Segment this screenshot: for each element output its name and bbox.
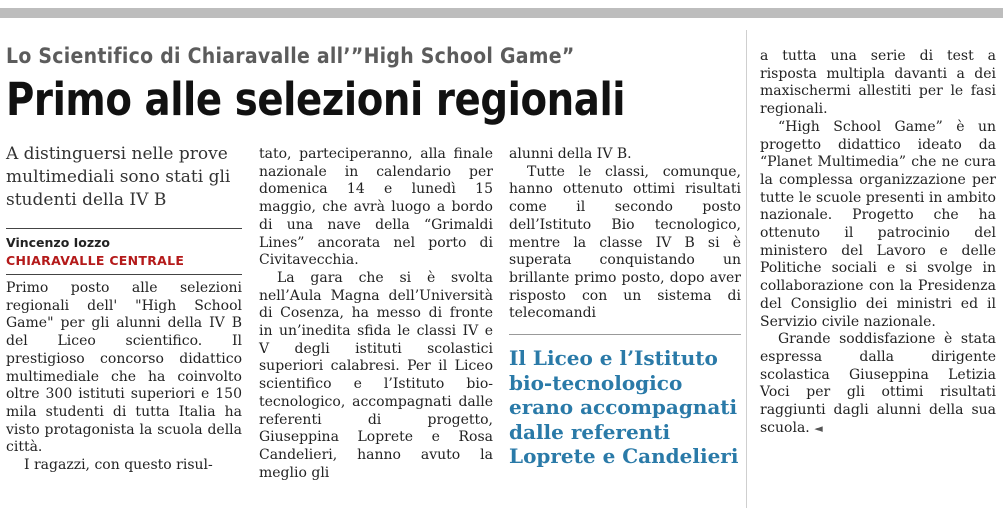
paragraph [760, 331, 996, 437]
article-column-2 [259, 146, 493, 482]
paragraph: a tutta una serie di test a risposta multipla davanti a dei maxischermi allestiti per le fasi regionali. [760, 48, 996, 118]
paragraph: “High School Game” è un progetto didattico ideato da “Planet Multimedia” che ne cura la complessa organizzazione per tutte le scuole presenti in ambito nazionale. Progetto che ha ottenuto il patrocinio del ministero del Lavoro e delle Politiche sociali e si svolge in collaborazione con la Presidenza del Consiglio dei ministri ed il Servizio civile nazionale. [760, 118, 996, 330]
paragraph: alunni della IV B. [509, 146, 632, 162]
article-kicker: Lo Scientifico di Chiaravalle all’”High School Game” [6, 44, 575, 68]
pullquote-rule [509, 334, 741, 335]
author-byline: Vincenzo Iozzo [6, 235, 111, 250]
dateline: CHIARAVALLE CENTRALE [6, 253, 185, 268]
article-column-4 [760, 48, 996, 437]
paragraph: I ragazzi, con questo risul- [24, 457, 213, 474]
byline-rule [6, 274, 242, 275]
paragraph: tato, parteciperanno, alla finale nazionale in calendario per domenica 14 e lunedì 15 maggio, che avrà luogo a bordo di una nave della “Grimaldi Lines” ancorata nel porto di Civitavecchia. [259, 146, 493, 269]
article-column-1 [6, 280, 242, 475]
paragraph: Primo posto alle selezioni regionali dell' "High School Game" per gli alunni della IV B del Liceo scientifico. Il prestigioso concorso didattico multimediale che ha coinvolto oltre 300 istituti superiori e 150 mila studenti di tutta Italia ha visto protagonista la scuola della città. [6, 280, 242, 456]
article-column-3 [509, 146, 741, 323]
pull-quote: Il Liceo e l’Istituto bio-tecnologico erano accompagnati dalle referenti Loprete e Candelieri [509, 346, 739, 468]
paragraph: Tutte le classi, comunque, hanno ottenuto ottimi risultati come il secondo posto dell’Istituto Bio tecnologico, mentre la classe IV B si è superata conquistando un brillante primo posto, dopo aver risposto con un sistema di telecomandi [509, 163, 741, 322]
article-headline: Primo alle selezioni regionali [6, 73, 626, 126]
article-subhead: A distinguersi nelle prove multimediali sono stati gli studenti della IV B [6, 144, 231, 210]
paragraph: La gara che si è svolta nell’Aula Magna dell’Università di Cosenza, ha messo di fronte in un’inedita sfida le classi IV e V degli istituti scolastici superiori calabresi. Per il Liceo scientifico e l’Istituto bio-tecnologico, accompagnati dalle referenti di progetto, Giuseppina Loprete e Rosa Candelieri, hanno avuto la meglio gli [259, 269, 493, 481]
end-of-article-icon: ◄ [814, 421, 823, 435]
top-gray-bar [0, 8, 1003, 18]
paragraph-text: Grande soddisfazione è stata espressa dalla dirigente scolastica Giuseppina Letizia Voci per gli ottimi risultati raggiunti dagli alunni della sua scuola. [760, 331, 996, 436]
subhead-rule [6, 228, 242, 229]
column-divider-right [746, 30, 747, 508]
